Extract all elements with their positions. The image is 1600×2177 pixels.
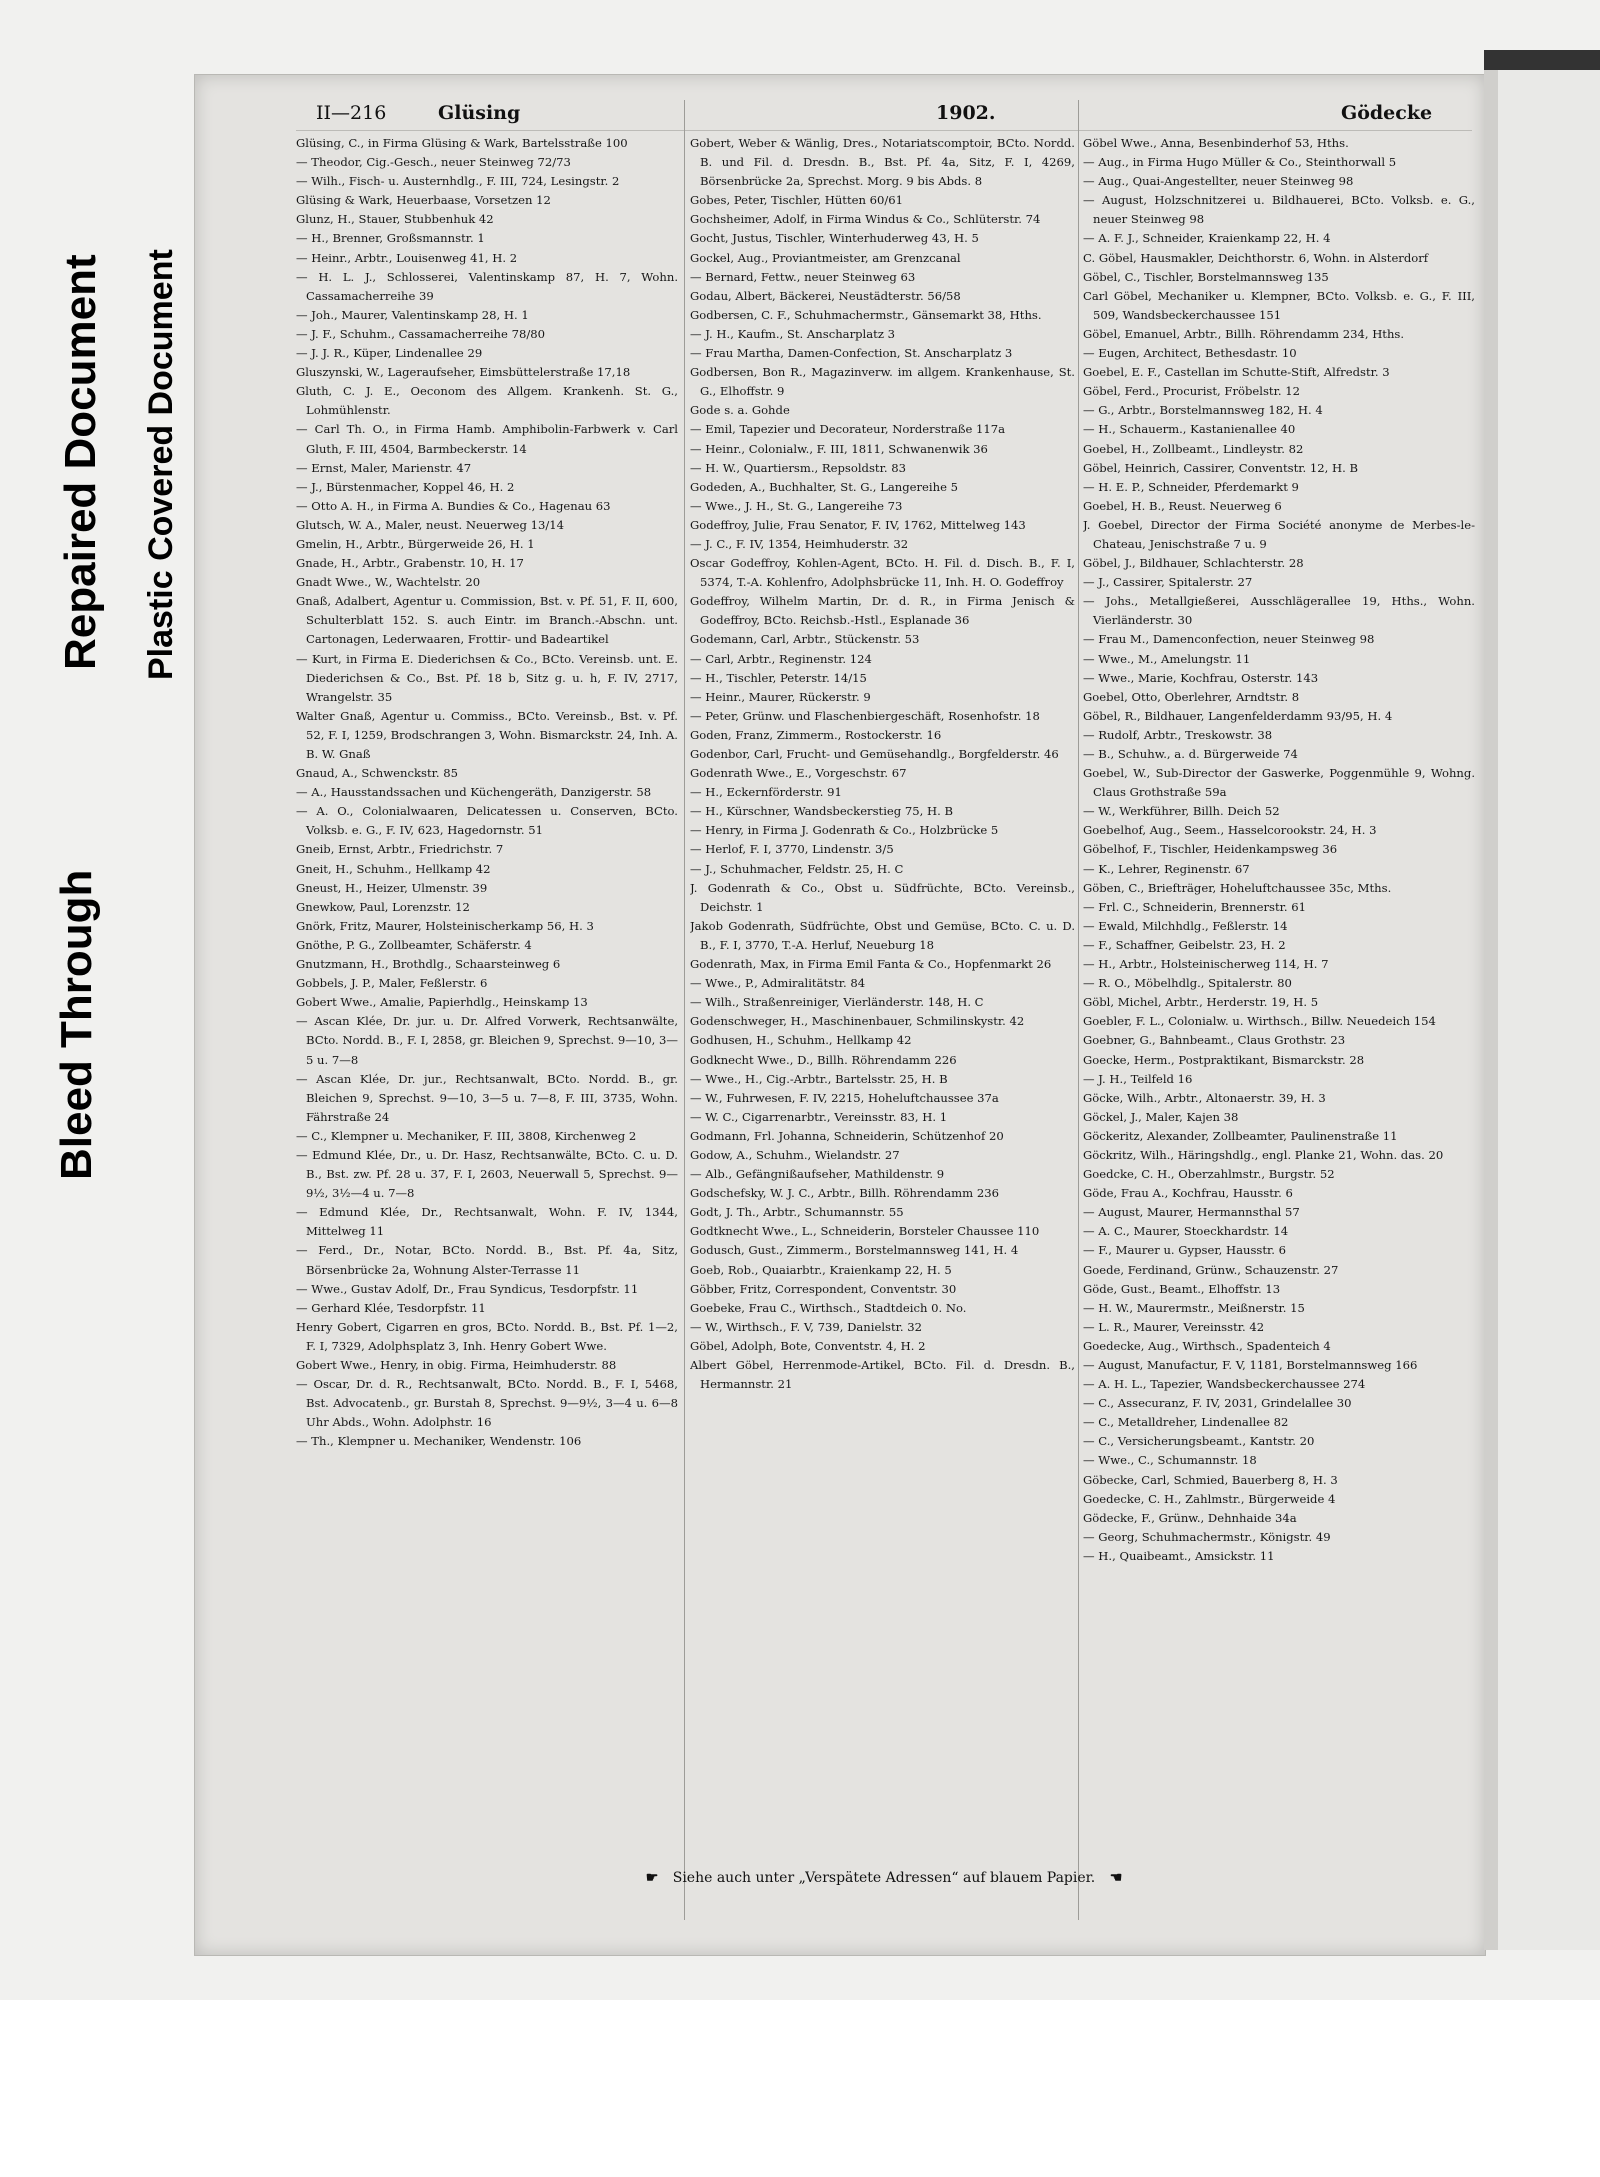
directory-entry: Godmann, Frl. Johanna, Schneiderin, Schützenhof 20 (690, 1128, 1004, 1143)
directory-entry: — A. C., Maurer, Stoeckhardstr. 14 (1083, 1224, 1289, 1239)
directory-entry: — Ewald, Milchhdlg., Feßlerstr. 14 (1083, 918, 1288, 933)
directory-entry: Gode s. a. Gohde (690, 403, 790, 418)
directory-entry: Goebler, F. L., Colonialw. u. Wirthsch., Billw. Neuedeich 154 (1083, 1014, 1436, 1029)
directory-entry: Gnörk, Fritz, Maurer, Holsteinischerkamp 56, H. 3 (296, 918, 594, 933)
directory-entry: — H., Tischler, Peterstr. 14/15 (690, 670, 867, 685)
directory-entry: — J. C., F. IV, 1354, Heimhuderstr. 32 (690, 536, 909, 551)
directory-entry: Goebel, H., Zollbeamt., Lindleystr. 82 (1083, 441, 1304, 456)
directory-entry: — F., Schaffner, Geibelstr. 23, H. 2 (1083, 937, 1286, 952)
directory-entry: Gnaß, Adalbert, Agentur u. Commission, Bst. v. Pf. 51, F. II, 600, Schulterblatt 152. S. auch Eintr. im Branch.-Abschn. unt. Cartonagen, Lederwaaren, Frottir- und Badeartikel (296, 594, 678, 647)
directory-entry: Gobbels, J. P., Maler, Feßlerstr. 6 (296, 976, 488, 991)
directory-entry: Glunz, H., Stauer, Stubbenhuk 42 (296, 212, 494, 227)
right-keyword: Gödecke (1341, 102, 1433, 124)
directory-entry: Godeden, A., Buchhalter, St. G., Langereihe 5 (690, 479, 959, 494)
directory-entry: — August, Maurer, Hermannsthal 57 (1083, 1205, 1300, 1220)
directory-entry: Göbel, R., Bildhauer, Langenfelderdamm 93/95, H. 4 (1083, 708, 1393, 723)
directory-entry: — Otto A. H., in Firma A. Bundies & Co., Hagenau 63 (296, 498, 611, 513)
directory-entry: Oscar Godeffroy, Kohlen-Agent, BCto. H. Fil. d. Disch. B., F. I, 5374, T.-A. Kohlenfro, Adolphsbrücke 11, Inh. H. O. Godeffroy (690, 556, 1075, 590)
directory-entry: Göbel, Adolph, Bote, Conventstr. 4, H. 2 (690, 1338, 926, 1353)
directory-entry: Godow, A., Schuhm., Wielandstr. 27 (690, 1147, 900, 1162)
directory-entry: — K., Lehrer, Reginenstr. 67 (1083, 861, 1250, 876)
directory-entry: — Carl, Arbtr., Reginenstr. 124 (690, 651, 872, 666)
directory-entry: — H. E. P., Schneider, Pferdemarkt 9 (1083, 479, 1299, 494)
directory-column-1 (296, 134, 678, 1864)
directory-entry: — C., Metalldreher, Lindenallee 82 (1083, 1415, 1289, 1430)
directory-entry: — Wwe., P., Admiralitätstr. 84 (690, 976, 866, 991)
directory-entry: — Frau M., Damenconfection, neuer Steinweg 98 (1083, 632, 1375, 647)
directory-entry: — Johs., Metallgießerei, Ausschlägerallee 19, Hths., Wohn. Vierländerstr. 30 (1083, 594, 1475, 628)
directory-entry: Goeb, Rob., Quaiarbtr., Kraienkamp 22, H. 5 (690, 1262, 952, 1277)
directory-entry: — H. W., Quartiersm., Repsoldstr. 83 (690, 460, 906, 475)
directory-entry: Godbersen, C. F., Schuhmachermstr., Gänsemarkt 38, Hths. (690, 307, 1042, 322)
directory-entry: Gobert Wwe., Henry, in obig. Firma, Heimhuderstr. 88 (296, 1358, 617, 1372)
directory-entry: Göde, Gust., Beamt., Elhoffstr. 13 (1083, 1281, 1281, 1296)
directory-entry: Göbel Wwe., Anna, Besenbinderhof 53, Hths. (1083, 136, 1349, 150)
directory-entry: Göben, C., Briefträger, Hoheluftchaussee 35c, Mths. (1083, 880, 1392, 895)
directory-entry: — Wwe., C., Schumannstr. 18 (1083, 1453, 1257, 1468)
directory-entry: — Gerhard Klée, Tesdorpfstr. 11 (296, 1300, 486, 1315)
directory-entry: — August, Manufactur, F. V, 1181, Borstelmannsweg 166 (1083, 1358, 1418, 1372)
directory-entry: Goebeke, Frau C., Wirthsch., Stadtdeich 0. No. (690, 1300, 967, 1315)
directory-entry: Godeffroy, Julie, Frau Senator, F. IV, 1762, Mittelweg 143 (690, 517, 1026, 532)
directory-entry: — C., Versicherungsbeamt., Kantstr. 20 (1083, 1434, 1315, 1449)
directory-entry: Gnade, H., Arbtr., Grabenstr. 10, H. 17 (296, 556, 524, 571)
column-divider (684, 100, 685, 1920)
directory-entry: — A. O., Colonialwaaren, Delicatessen u. Conserven, BCto. Volksb. e. G., F. IV, 623, Hagedornstr. 51 (296, 804, 678, 838)
directory-entry: Godenbor, Carl, Frucht- und Gemüsehandlg., Borgfelderstr. 46 (690, 747, 1059, 761)
directory-entry: — Edmund Klée, Dr., u. Dr. Hasz, Rechtsanwälte, BCto. C. u. D. B., Bst. zw. Pf. 28 u. 37, F. I, 2603, Neuerwall 5, Sprechst. 9—9½, 3½—4 u. 7—8 (296, 1147, 678, 1201)
directory-entry: Godschefsky, W. J. C., Arbtr., Billh. Röhrendamm 236 (690, 1186, 999, 1201)
directory-entry: — J., Schuhmacher, Feldstr. 25, H. C (690, 861, 904, 876)
directory-entry: Godemann, Carl, Arbtr., Stückenstr. 53 (690, 632, 920, 647)
directory-entry: Gnewkow, Paul, Lorenzstr. 12 (296, 899, 470, 914)
directory-entry: C. Göbel, Hausmakler, Deichthorstr. 6, Wohn. in Alsterdorf (1083, 250, 1429, 265)
directory-entry: J. Goebel, Director der Firma Société anonyme de Merbes-le-Chateau, Jenischstraße 7 u. 9 (1083, 517, 1475, 551)
directory-entry: Göckeritz, Alexander, Zollbeamter, Paulinenstraße 11 (1083, 1128, 1398, 1143)
directory-entry: Gluszynski, W., Lageraufseher, Eimsbüttelerstraße 17,18 (296, 365, 631, 380)
directory-entry: — Alb., Gefängnißaufseher, Mathildenstr. 9 (690, 1167, 945, 1182)
directory-entry: Göde, Frau A., Kochfrau, Hausstr. 6 (1083, 1186, 1293, 1201)
directory-entry: — Oscar, Dr. d. R., Rechtsanwalt, BCto. Nordd. B., F. I, 5468, Bst. Advocatenb., gr. Burstah 8, Sprechst. 9—9½, 3—4 u. 6—8 Uhr Abds., Wohn. Adolphstr. 16 (296, 1377, 678, 1430)
directory-entry: — Edmund Klée, Dr., Rechtsanwalt, Wohn. F. IV, 1344, Mittelweg 11 (296, 1205, 678, 1239)
directory-entry: Albert Göbel, Herrenmode-Artikel, BCto. Fil. d. Dresdn. B., Hermannstr. 21 (690, 1358, 1075, 1392)
directory-entry: — Aug., in Firma Hugo Müller & Co., Steinthorwall 5 (1083, 155, 1397, 170)
directory-entry: — Wilh., Fisch- u. Austernhdlg., F. III, 724, Lesingstr. 2 (296, 174, 620, 189)
directory-entry: — Frl. C., Schneiderin, Brennerstr. 61 (1083, 899, 1307, 914)
directory-entry: — Heinr., Colonialw., F. III, 1811, Schwanenwik 36 (690, 441, 988, 456)
directory-entry: — B., Schuhw., a. d. Bürgerweide 74 (1083, 747, 1298, 761)
directory-entry: — W., Wirthsch., F. V, 739, Danielstr. 32 (690, 1319, 923, 1334)
year-heading: 1902. (936, 102, 996, 124)
directory-entry: — Ascan Klée, Dr. jur. u. Dr. Alfred Vorwerk, Rechtsanwälte, BCto. Nordd. B., F. I, 2858, gr. Bleichen 9, Sprechst. 9—10, 3—5 u. 7—8 (296, 1014, 678, 1067)
directory-entry: — Wwe., Gustav Adolf, Dr., Frau Syndicus, Tesdorpfstr. 11 (296, 1281, 639, 1296)
directory-entry: — Herlof, F. I, 3770, Lindenstr. 3/5 (690, 842, 894, 857)
directory-entry: Gnaud, A., Schwenckstr. 85 (296, 766, 459, 781)
directory-entry: — Ascan Klée, Dr. jur., Rechtsanwalt, BCto. Nordd. B., gr. Bleichen 9, Sprechst. 9—10, 3—5 u. 7—8, F. III, 3735, Wohn. Fährstraße 24 (296, 1071, 678, 1124)
directory-entry: — Wwe., J. H., St. G., Langereihe 73 (690, 498, 903, 513)
directory-entry: — Carl Th. O., in Firma Hamb. Amphibolin-Farbwerk v. Carl Gluth, F. III, 4504, Barmbeckerstr. 14 (296, 422, 678, 456)
directory-entry: Godenrath, Max, in Firma Emil Fanta & Co., Hopfenmarkt 26 (690, 957, 1052, 972)
directory-entry: Goebel, W., Sub-Director der Gaswerke, Poggenmühle 9, Wohng. Claus Grothstraße 59a (1083, 766, 1475, 800)
footer-note (296, 1870, 1472, 1894)
directory-entry: Göckel, J., Maler, Kajen 38 (1083, 1109, 1239, 1124)
directory-entry: J. Godenrath & Co., Obst u. Südfrüchte, BCto. Vereinsb., Deichstr. 1 (690, 880, 1075, 914)
directory-entry: Walter Gnaß, Agentur u. Commiss., BCto. Vereinsb., Bst. v. Pf. 52, F. I, 1259, Brodschrangen 3, Wohn. Bismarckstr. 24, Inh. A. B. W. Gnaß (296, 708, 678, 761)
header-rule (296, 130, 1472, 131)
directory-entry: — Wwe., H., Cig.-Arbtr., Bartelsstr. 25, H. B (690, 1071, 948, 1086)
column-divider (1078, 100, 1079, 1920)
directory-entry: Goebel, H. B., Reust. Neuerweg 6 (1083, 498, 1282, 513)
directory-entry: Gobert Wwe., Amalie, Papierhdlg., Heinskamp 13 (296, 995, 588, 1010)
directory-entry: — H., Quaibeamt., Amsickstr. 11 (1083, 1548, 1275, 1563)
directory-entry: — H. W., Maurermstr., Meißnerstr. 15 (1083, 1300, 1305, 1315)
directory-entry: — Aug., Quai-Angestellter, neuer Steinweg 98 (1083, 174, 1354, 189)
directory-entry: — J. H., Kaufm., St. Anscharplatz 3 (690, 326, 895, 341)
directory-entry: Gneust, H., Heizer, Ulmenstr. 39 (296, 880, 488, 895)
directory-entry: — Eugen, Architect, Bethesdastr. 10 (1083, 346, 1297, 361)
directory-entry: Göckritz, Wilh., Häringshdlg., engl. Planke 21, Wohn. das. 20 (1083, 1147, 1444, 1162)
directory-entry: — R. O., Möbelhdlg., Spitalerstr. 80 (1083, 976, 1292, 991)
directory-entry: Goedcke, C. H., Oberzahlmstr., Burgstr. 52 (1083, 1167, 1335, 1182)
directory-entry: Henry Gobert, Cigarren en gros, BCto. Nordd. B., Bst. Pf. 1—2, F. I, 7329, Adolphsplatz 3, Inh. Henry Gobert Wwe. (296, 1319, 678, 1353)
directory-entry: — August, Holzschnitzerei u. Bildhauerei, BCto. Volksb. e. G., neuer Steinweg 98 (1083, 193, 1475, 227)
page-number: II—216 (316, 102, 387, 124)
directory-entry: — W., Werkführer, Billh. Deich 52 (1083, 804, 1280, 819)
directory-entry: — Wwe., Marie, Kochfrau, Osterstr. 143 (1083, 670, 1319, 685)
directory-entry: Goedecke, Aug., Wirthsch., Spadenteich 4 (1083, 1338, 1331, 1353)
directory-entry: Göbber, Fritz, Correspondent, Conventstr. 30 (690, 1281, 957, 1296)
book-edge (1484, 50, 1600, 1950)
directory-entry: Gluth, C. J. E., Oeconom des Allgem. Krankenh. St. G., Lohmühlenstr. (296, 384, 678, 418)
pointing-hand-left-icon: ☚ (1109, 1870, 1123, 1886)
directory-entry: — C., Klempner u. Mechaniker, F. III, 3808, Kirchenweg 2 (296, 1128, 637, 1143)
directory-entry: — Henry, in Firma J. Godenrath & Co., Holzbrücke 5 (690, 823, 999, 838)
directory-entry: Göbelhof, F., Tischler, Heidenkampsweg 36 (1083, 842, 1338, 857)
directory-entry: — Ernst, Maler, Marienstr. 47 (296, 460, 472, 475)
directory-entry: — J., Cassirer, Spitalerstr. 27 (1083, 575, 1253, 590)
directory-entry: — L. R., Maurer, Vereinsstr. 42 (1083, 1319, 1265, 1334)
directory-entry: — H. L. J., Schlosserei, Valentinskamp 87, H. 7, Wohn. Cassamacherreihe 39 (296, 269, 678, 303)
directory-entry: — W., Fuhrwesen, F. IV, 2215, Hoheluftchaussee 37a (690, 1090, 999, 1105)
directory-column-2 (690, 134, 1075, 1864)
directory-entry: Göbel, Ferd., Procurist, Fröbelstr. 12 (1083, 384, 1300, 399)
label-repaired-document: Repaired Document (56, 254, 105, 670)
directory-entry: Carl Göbel, Mechaniker u. Klempner, BCto. Volksb. e. G., F. III, 509, Wandsbeckerchaussee 151 (1083, 288, 1475, 322)
directory-entry: Gnutzmann, H., Brothdlg., Schaarsteinweg 6 (296, 957, 561, 972)
directory-entry: — C., Assecuranz, F. IV, 2031, Grindelallee 30 (1083, 1396, 1352, 1411)
directory-entry: Goebelhof, Aug., Seem., Hasselcorookstr. 24, H. 3 (1083, 823, 1377, 838)
directory-entry: — Theodor, Cig.-Gesch., neuer Steinweg 72/73 (296, 155, 571, 170)
directory-entry: — H., Schauerm., Kastanienallee 40 (1083, 422, 1296, 437)
label-plastic-covered-document: Plastic Covered Document (142, 249, 180, 680)
directory-entry: Godtknecht Wwe., L., Schneiderin, Borsteler Chaussee 110 (690, 1224, 1040, 1239)
directory-entry: — W. C., Cigarrenarbtr., Vereinsstr. 83, H. 1 (690, 1109, 948, 1124)
directory-entry: Gnöthe, P. G., Zollbeamter, Schäferstr. 4 (296, 937, 532, 952)
directory-entry: Jakob Godenrath, Südfrüchte, Obst und Gemüse, BCto. C. u. D. B., F. I, 3770, T.-A. Herluf, Neueburg 18 (690, 918, 1075, 952)
directory-entry: — Joh., Maurer, Valentinskamp 28, H. 1 (296, 307, 529, 322)
directory-entry: — A., Hausstandssachen und Küchengeräth, Danzigerstr. 58 (296, 785, 652, 800)
directory-entry: Gocht, Justus, Tischler, Winterhuderweg 43, H. 5 (690, 231, 979, 246)
page-header (316, 102, 1496, 128)
left-keyword: Glüsing (438, 102, 521, 124)
pointing-hand-right-icon: ☛ (645, 1870, 659, 1886)
directory-entry: — J. F., Schuhm., Cassamacherreihe 78/80 (296, 326, 545, 341)
directory-entry: — F., Maurer u. Gypser, Hausstr. 6 (1083, 1243, 1287, 1258)
directory-entry: Göbel, J., Bildhauer, Schlachterstr. 28 (1083, 556, 1304, 571)
directory-entry: — Peter, Grünw. und Flaschenbiergeschäft, Rosenhofstr. 18 (690, 708, 1040, 723)
directory-entry: — Kurt, in Firma E. Diederichsen & Co., BCto. Vereinsb. unt. E. Diederichsen & Co., Bst. Pf. 18 b, Sitz g. u. h, F. IV, 2717, Wrangelstr. 35 (296, 651, 678, 704)
directory-entry: — Heinr., Maurer, Rückerstr. 9 (690, 689, 871, 704)
directory-entry: Göbel, C., Tischler, Borstelmannsweg 135 (1083, 269, 1329, 284)
directory-entry: Godau, Albert, Bäckerei, Neustädterstr. 56/58 (690, 288, 961, 303)
directory-entry: Gneib, Ernst, Arbtr., Friedrichstr. 7 (296, 842, 504, 857)
directory-entry: — H., Arbtr., Holsteinischerweg 114, H. 7 (1083, 957, 1329, 972)
directory-entry: Godbersen, Bon R., Magazinverw. im allgem. Krankenhause, St. G., Elhoffstr. 9 (690, 365, 1075, 399)
directory-entry: Göcke, Wilh., Arbtr., Altonaerstr. 39, H. 3 (1083, 1090, 1326, 1105)
directory-entry: Gmelin, H., Arbtr., Bürgerweide 26, H. 1 (296, 536, 535, 551)
directory-entry: Gockel, Aug., Proviantmeister, am Grenzcanal (690, 250, 961, 265)
directory-entry: Gobert, Weber & Wänlig, Dres., Notariatscomptoir, BCto. Nordd. B. und Fil. d. Dresdn. B., Bst. Pf. 4a, Sitz, F. I, 4269, Börsenbrücke 2a, Sprechst. Morg. 9 bis Abds. 8 (690, 136, 1075, 189)
directory-entry: Godenschweger, H., Maschinenbauer, Schmilinskystr. 42 (690, 1014, 1025, 1029)
footer-note-text: Siehe auch unter „Verspätete Adressen“ auf blauem Papier. (672, 1870, 1096, 1886)
directory-entry: Glüsing, C., in Firma Glüsing & Wark, Bartelsstraße 100 (296, 136, 628, 150)
directory-entry: — Ferd., Dr., Notar, BCto. Nordd. B., Bst. Pf. 4a, Sitz, Börsenbrücke 2a, Wohnung Alster-Terrasse 11 (296, 1243, 678, 1277)
directory-entry: — J. J. R., Küper, Lindenallee 29 (296, 346, 483, 361)
directory-entry: Gödecke, F., Grünw., Dehnhaide 34a (1083, 1510, 1297, 1525)
directory-entry: Goedecke, C. H., Zahlmstr., Bürgerweide 4 (1083, 1491, 1336, 1506)
directory-entry: — Bernard, Fettw., neuer Steinweg 63 (690, 269, 916, 284)
directory-entry: Godt, J. Th., Arbtr., Schumannstr. 55 (690, 1205, 904, 1220)
directory-entry: Goebner, G., Bahnbeamt., Claus Grothstr. 23 (1083, 1033, 1346, 1048)
directory-entry: — A. H. L., Tapezier, Wandsbeckerchaussee 274 (1083, 1377, 1366, 1392)
directory-entry: Göbl, Michel, Arbtr., Herderstr. 19, H. 5 (1083, 995, 1319, 1010)
directory-entry: Goebel, Otto, Oberlehrer, Arndtstr. 8 (1083, 689, 1300, 704)
directory-entry: Goede, Ferdinand, Grünw., Schauzenstr. 27 (1083, 1262, 1339, 1277)
directory-entry: — Wilh., Straßenreiniger, Vierländerstr. 148, H. C (690, 995, 984, 1010)
label-bleed-through: Bleed Through (52, 869, 101, 1180)
side-label-strip (0, 0, 200, 2000)
directory-entry: Godusch, Gust., Zimmerm., Borstelmannsweg 141, H. 4 (690, 1243, 1019, 1258)
directory-entry: Glüsing & Wark, Heuerbaase, Vorsetzen 12 (296, 193, 551, 208)
directory-entry: — H., Kürschner, Wandsbeckerstieg 75, H. B (690, 804, 954, 819)
directory-entry: — G., Arbtr., Borstelmannsweg 182, H. 4 (1083, 403, 1323, 418)
directory-entry: Goecke, Herm., Postpraktikant, Bismarckstr. 28 (1083, 1052, 1365, 1067)
directory-entry: Göbel, Heinrich, Cassirer, Conventstr. 12, H. B (1083, 460, 1358, 475)
directory-entry: Göbel, Emanuel, Arbtr., Billh. Röhrendamm 234, Hths. (1083, 326, 1405, 341)
directory-entry: — H., Brenner, Großsmannstr. 1 (296, 231, 485, 246)
directory-entry: — Heinr., Arbtr., Louisenweg 41, H. 2 (296, 250, 518, 265)
directory-entry: Göbecke, Carl, Schmied, Bauerberg 8, H. 3 (1083, 1472, 1338, 1487)
directory-entry: — Th., Klempner u. Mechaniker, Wendenstr. 106 (296, 1434, 582, 1449)
directory-entry: Gochsheimer, Adolf, in Firma Windus & Co., Schlüterstr. 74 (690, 212, 1041, 227)
directory-entry: Gobes, Peter, Tischler, Hütten 60/61 (690, 193, 904, 208)
directory-entry: — J., Bürstenmacher, Koppel 46, H. 2 (296, 479, 515, 494)
directory-entry: — Rudolf, Arbtr., Treskowstr. 38 (1083, 727, 1273, 742)
directory-entry: Goden, Franz, Zimmerm., Rostockerstr. 16 (690, 727, 942, 742)
directory-entry: Glutsch, W. A., Maler, neust. Neuerweg 13/14 (296, 517, 565, 532)
directory-entry: Godeffroy, Wilhelm Martin, Dr. d. R., in Firma Jenisch & Godeffroy, BCto. Reichsb.-Hstl., Esplanade 36 (690, 594, 1075, 628)
directory-entry: Gneit, H., Schuhm., Hellkamp 42 (296, 861, 491, 876)
directory-entry: Gnadt Wwe., W., Wachtelstr. 20 (296, 575, 481, 590)
directory-column-3 (1083, 134, 1475, 1864)
directory-entry: Godhusen, H., Schuhm., Hellkamp 42 (690, 1033, 912, 1048)
directory-entry: Godknecht Wwe., D., Billh. Röhrendamm 226 (690, 1052, 957, 1067)
directory-entry: — A. F. J., Schneider, Kraienkamp 22, H. 4 (1083, 231, 1331, 246)
directory-entry: Goebel, E. F., Castellan im Schutte-Stift, Alfredstr. 3 (1083, 365, 1390, 380)
directory-entry: Godenrath Wwe., E., Vorgeschstr. 67 (690, 766, 907, 781)
directory-entry: — J. H., Teilfeld 16 (1083, 1071, 1193, 1086)
directory-entry: — Wwe., M., Amelungstr. 11 (1083, 651, 1251, 666)
directory-entry: — Frau Martha, Damen-Confection, St. Anscharplatz 3 (690, 346, 1013, 361)
directory-entry: — Georg, Schuhmachermstr., Königstr. 49 (1083, 1529, 1331, 1544)
directory-entry: — Emil, Tapezier und Decorateur, Norderstraße 117a (690, 422, 1006, 437)
directory-entry: — H., Eckernförderstr. 91 (690, 785, 842, 800)
